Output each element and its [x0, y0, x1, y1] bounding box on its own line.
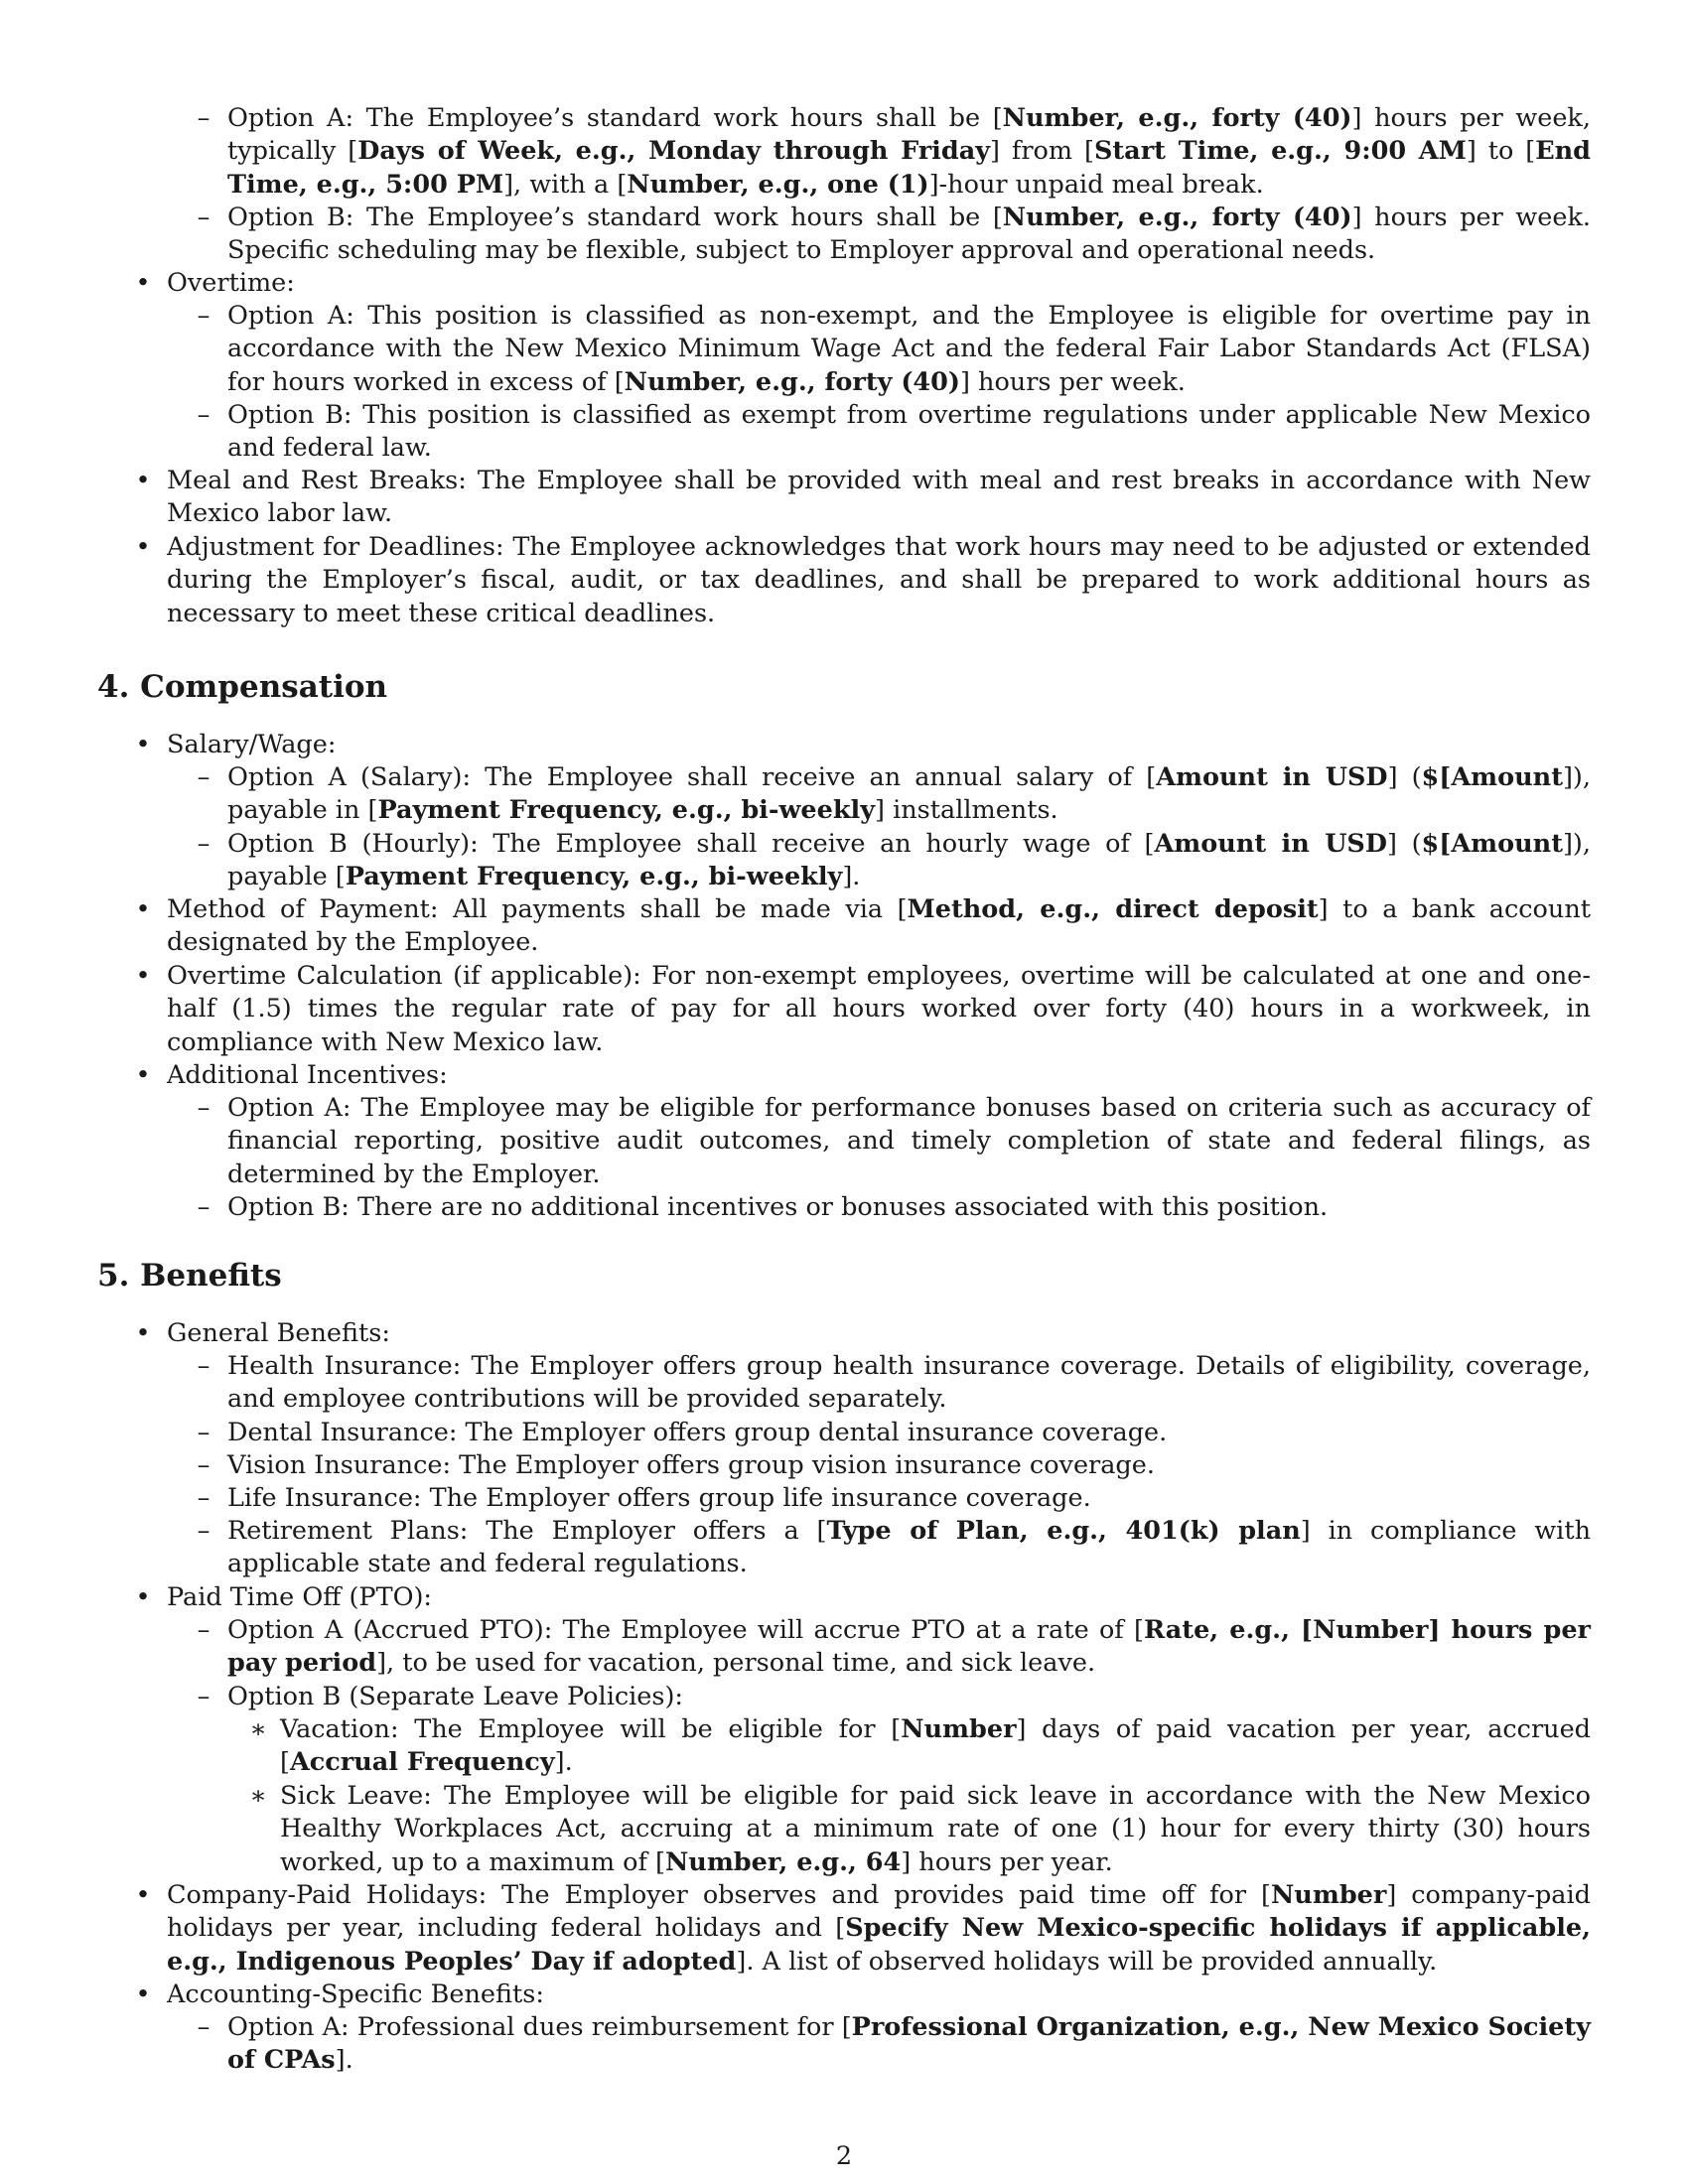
dash-marker: – — [197, 1516, 211, 1546]
bullet-marker: • — [135, 466, 151, 495]
deadline-adjustment: Adjustment for Deadlines: The Employee acknowledges that work hours may need to be adjusted or extended during the Employer’s fiscal, audit, or tax deadlines, and shall be prepared to work additional hours as necessary to meet these critical deadlines. — [167, 532, 1591, 628]
dash-marker: – — [197, 301, 211, 331]
general-benefits-label: General Benefits: — [167, 1318, 390, 1348]
salary-option-b: Option B (Hourly): The Employee shall receive an hourly wage of [Amount in USD] ($[Amount]), payable [Payment Frequency, e.g., bi-weekly]. — [227, 829, 1591, 892]
bullet-marker: • — [135, 1880, 151, 1910]
bullet-marker: • — [135, 1060, 151, 1090]
dash-marker: – — [197, 1682, 211, 1711]
overtime-option-a: Option A: This position is classified as non-exempt, and the Employee is eligible for overtime pay in accordance with the New Mexico Minimum Wage Act and the federal Fair Labor Standards Act (FLSA) for hours worked in excess of [Number, e.g., forty (40)] hours per week. — [227, 301, 1591, 397]
dash-marker: – — [197, 829, 211, 859]
incentives-option-a: Option A: The Employee may be eligible for performance bonuses based on criteria such as accuracy of financial reporting, positive audit outcomes, and timely completion of state and federal filings, as determined by the Employer. — [227, 1093, 1591, 1189]
vacation-leave: Vacation: The Employee will be eligible for [Number] days of paid vacation per year, accrued [Accrual Frequency]. — [280, 1714, 1591, 1778]
dash-marker: – — [197, 2012, 211, 2042]
dash-marker: – — [197, 1418, 211, 1447]
retirement-plans: Retirement Plans: The Employer offers a [Type of Plan, e.g., 401(k) plan] in compliance with applicable state and federal regulations. — [227, 1516, 1591, 1579]
method-of-payment: Method of Payment: All payments shall be made via [Method, e.g., direct deposit] to a bank account designated by the Employee. — [167, 894, 1591, 958]
pto-option-a: Option A (Accrued PTO): The Employee will accrue PTO at a rate of [Rate, e.g., [Number] hours per pay period], to be used for vacation, personal time, and sick leave. — [227, 1615, 1591, 1679]
star-marker: ∗ — [249, 1714, 267, 1744]
accounting-benefits-label: Accounting-Specific Benefits: — [167, 1979, 544, 2009]
salary-option-a: Option A (Salary): The Employee shall receive an annual salary of [Amount in USD] ($[Amount]), payable in [Payment Frequency, e.g., bi-weekly] installments. — [227, 762, 1591, 826]
vision-insurance: Vision Insurance: The Employer offers group vision insurance coverage. — [227, 1450, 1155, 1480]
work-hours-option-a: Option A: The Employee’s standard work hours shall be [Number, e.g., forty (40)] hours per week, typically [Days of Week, e.g., Monday through Friday] from [Start Time, e.g., 9:00 AM] to [End Time, e.g., 5:00 PM], with a [Number, e.g., one (1)]-hour unpaid meal break. — [227, 103, 1592, 200]
overtime-label: Overtime: — [167, 268, 295, 298]
overtime-calculation: Overtime Calculation (if applicable): For non-exempt employees, overtime will be calculated at one and one-half (1.5) times the regular rate of pay for all hours worked over forty (40) hours in a workweek, in compliance with New Mexico law. — [167, 961, 1591, 1057]
page-number: 2 — [835, 2141, 853, 2171]
star-marker: ∗ — [249, 1781, 267, 1811]
life-insurance: Life Insurance: The Employer offers group life insurance coverage. — [227, 1483, 1091, 1513]
pto-option-b-label: Option B (Separate Leave Policies): — [227, 1682, 683, 1711]
dash-marker: – — [197, 1093, 211, 1123]
bullet-marker: • — [135, 961, 151, 991]
accounting-option-a: Option A: Professional dues reimbursement for [Professional Organization, e.g., New Mexico Society of CPAs]. — [227, 2012, 1591, 2076]
overtime-option-b: Option B: This position is classified as exempt from overtime regulations under applicable New Mexico and federal law. — [227, 400, 1591, 464]
work-hours-option-b: Option B: The Employee’s standard work hours shall be [Number, e.g., forty (40)] hours per week. Specific scheduling may be flexible, subject to Employer approval and operational needs. — [227, 203, 1592, 266]
company-paid-holidays: Company-Paid Holidays: The Employer observes and provides paid time off for [Number] company-paid holidays per year, including federal holidays and [Specify New Mexico-specific holidays if applicable, e.g., Indigenous Peoples’ Day if adopted]. A list of observed holidays will be provided annually. — [167, 1880, 1591, 1977]
dash-marker: – — [197, 103, 211, 133]
incentives-option-b: Option B: There are no additional incentives or bonuses associated with this position. — [227, 1192, 1329, 1222]
bullet-marker: • — [135, 894, 151, 924]
section-heading-compensation: 4. Compensation — [97, 669, 388, 705]
bullet-marker: • — [135, 532, 151, 562]
dash-marker: – — [197, 1483, 211, 1513]
dental-insurance: Dental Insurance: The Employer offers group dental insurance coverage. — [227, 1418, 1168, 1447]
bullet-marker: • — [135, 1979, 151, 2009]
bullet-marker: • — [135, 268, 151, 298]
bullet-marker: • — [135, 1582, 151, 1612]
section-heading-benefits: 5. Benefits — [97, 1258, 282, 1294]
dash-marker: – — [197, 400, 211, 430]
meal-rest-breaks: Meal and Rest Breaks: The Employee shall be provided with meal and rest breaks in accordance with New Mexico labor law. — [167, 466, 1591, 529]
health-insurance: Health Insurance: The Employer offers group health insurance coverage. Details of eligibility, coverage, and employee contributions will be provided separately. — [227, 1351, 1591, 1415]
dash-marker: – — [197, 203, 211, 232]
dash-marker: – — [197, 1192, 211, 1222]
pto-label: Paid Time Off (PTO): — [167, 1582, 433, 1612]
sick-leave: Sick Leave: The Employee will be eligible for paid sick leave in accordance with the New Mexico Healthy Workplaces Act, accruing at a minimum rate of one (1) hour for every thirty (30) hours worked, up to a maximum of [Number, e.g., 64] hours per year. — [280, 1781, 1591, 1877]
dash-marker: – — [197, 1351, 211, 1381]
salary-wage-label: Salary/Wage: — [167, 730, 337, 759]
additional-incentives-label: Additional Incentives: — [167, 1060, 448, 1090]
bullet-marker: • — [135, 730, 151, 759]
bullet-marker: • — [135, 1318, 151, 1348]
dash-marker: – — [197, 1615, 211, 1645]
dash-marker: – — [197, 1450, 211, 1480]
dash-marker: – — [197, 762, 211, 792]
